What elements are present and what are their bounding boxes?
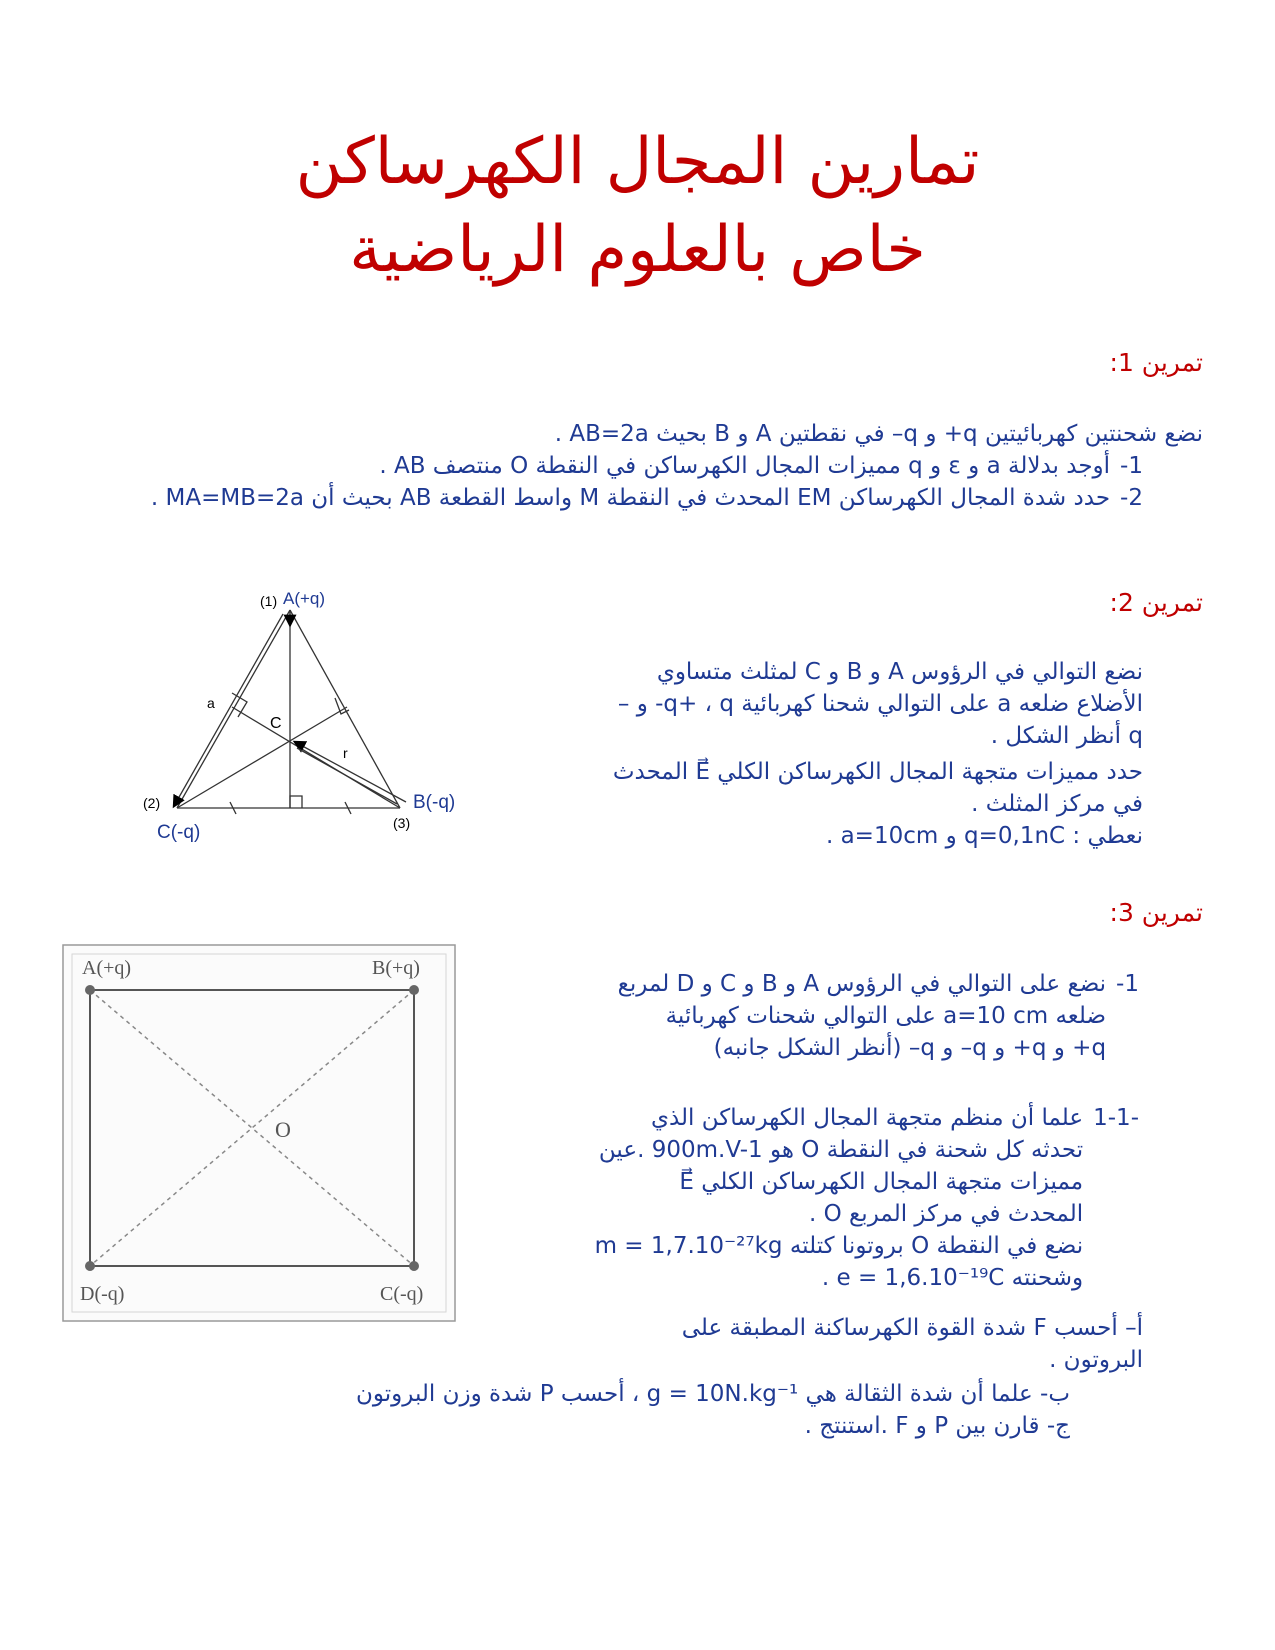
exercise-2-line-6: نعطي : q=0,1nC و a=10cm . bbox=[825, 823, 1143, 849]
label-vertex-d: D(-q) bbox=[80, 1283, 125, 1305]
square-figure bbox=[62, 944, 456, 1322]
question-1-1-line-5: نضع في النقطة O بروتونا كتلته m = 1,7.10⁻²⁷kg bbox=[594, 1233, 1084, 1259]
part-a-line-2: البروتون . bbox=[1049, 1347, 1143, 1373]
question-1-1-line-2: تحدثه كل شحنة في النقطة O هو 900m.V-1 .عين bbox=[598, 1137, 1084, 1163]
exercise-2-line-4: حدد مميزات متجهة المجال الكهرساكن الكلي E⃗ المحدث bbox=[612, 759, 1143, 785]
label-radius-r: r bbox=[343, 745, 348, 761]
label-vertex-a: A(+q) bbox=[283, 589, 326, 608]
charge-point-c bbox=[409, 1261, 419, 1271]
exercise-3-heading: تمرين 3: bbox=[1109, 898, 1203, 927]
median-from-c bbox=[177, 707, 347, 808]
question-1-line-3: q+ و q+ و q– و q– (أنظر الشكل جانبه) bbox=[713, 1035, 1107, 1061]
exercise-3-part-1 bbox=[499, 968, 1139, 1064]
charge-point-b bbox=[409, 985, 419, 995]
triangle-figure bbox=[135, 580, 480, 850]
exercise-1-body bbox=[133, 418, 1203, 514]
charge-point-a bbox=[85, 985, 95, 995]
exercise-2-body bbox=[483, 656, 1143, 852]
question-1-1-line-6: وشحنته e = 1,6.10⁻¹⁹C . bbox=[821, 1265, 1084, 1291]
charge-point-d bbox=[85, 1261, 95, 1271]
exercise-1-intro: نضع شحنتين كهربائيتين q+ و q– في نقطتين A و B بحيث AB=2a . bbox=[554, 421, 1203, 447]
question-text: أوجد بدلالة a و ε و q مميزات المجال الكهرساكن في النقطة O منتصف AB . bbox=[379, 453, 1111, 479]
question-1-1-line-4: المحدث في مركز المربع O . bbox=[809, 1201, 1084, 1227]
page-title-line-1: تمارين المجال الكهرساكن bbox=[295, 125, 980, 199]
figure-frame bbox=[63, 945, 455, 1321]
question-number: 1- bbox=[1120, 453, 1143, 479]
part-c-line: ج- قارن بين P و F .استنتج . bbox=[804, 1413, 1070, 1439]
exercise-1-question-2 bbox=[59, 482, 1143, 514]
label-vertex-number-3: (3) bbox=[393, 815, 411, 831]
right-angle-mark-right bbox=[335, 698, 349, 714]
part-a-line-1: أ– أحسب F شدة القوة الكهرساكنة المطبقة على bbox=[681, 1315, 1143, 1341]
exercise-3-part-1-1 bbox=[459, 1102, 1139, 1294]
exercise-3-question-1-1 bbox=[459, 1102, 1139, 1294]
label-vertex-c: C(-q) bbox=[157, 822, 201, 843]
label-vertex-b: B(+q) bbox=[372, 957, 420, 979]
question-1-1-line-3: مميزات متجهة المجال الكهرساكن الكلي E⃗ bbox=[679, 1169, 1084, 1195]
question-text: حدد شدة المجال الكهرساكن EM المحدث في النقطة M واسط القطعة AB بحيث أن MA=MB=2a . bbox=[150, 485, 1111, 511]
exercise-3-part-a bbox=[443, 1312, 1143, 1376]
page-title-line-2: خاص بالعلوم الرياضية bbox=[349, 213, 926, 287]
question-number: 2- bbox=[1120, 485, 1143, 511]
triangle-side-ac bbox=[177, 610, 290, 808]
right-angle-mark-base bbox=[290, 796, 302, 808]
exercise-2-line-3: q أنظر الشكل . bbox=[990, 723, 1143, 749]
label-vertex-c: C(-q) bbox=[380, 1283, 424, 1305]
question-number: 1- bbox=[1116, 971, 1139, 997]
label-side-a: a bbox=[207, 695, 215, 711]
label-vertex-b: B(-q) bbox=[413, 792, 456, 813]
exercise-2-line-5: في مركز المثلث . bbox=[971, 791, 1143, 817]
question-number: -1-1 bbox=[1093, 1105, 1139, 1131]
label-vertex-number-2: (2) bbox=[143, 795, 161, 811]
exercise-2-heading: تمرين 2: bbox=[1109, 588, 1203, 617]
exercise-3-question-1 bbox=[499, 968, 1139, 1064]
exercise-2-line-1: نضع التوالي في الرؤوس A و B و C لمثلث متساوي bbox=[656, 659, 1143, 685]
label-center: C bbox=[270, 715, 282, 732]
label-center-o: O bbox=[275, 1117, 291, 1142]
exercise-1-question-1 bbox=[133, 450, 1143, 482]
median-from-b bbox=[232, 707, 400, 808]
right-angle-mark-left bbox=[232, 693, 247, 717]
exercise-2-line-2: الأضلاع ضلعه a على التوالي شحنا كهربائية q+ ، q- و – bbox=[617, 691, 1143, 717]
question-1-line-2: ضلعه a=10 cm على التوالي شحنات كهربائية bbox=[665, 1003, 1107, 1029]
label-vertex-number-1: (1) bbox=[260, 593, 278, 609]
exercise-1-heading: تمرين 1: bbox=[1109, 348, 1203, 377]
triangle-side-ab bbox=[290, 610, 400, 808]
question-1-1-line-1: علما أن منظم متجهة المجال الكهرساكن الذي bbox=[650, 1105, 1084, 1131]
label-vertex-a: A(+q) bbox=[82, 957, 132, 979]
exercise-3-part-b-c bbox=[190, 1378, 1070, 1442]
vector-center-to-b bbox=[295, 742, 406, 802]
part-b-line: ب- علما أن شدة الثقالة هي g = 10N.kg⁻¹ ، أحسب P شدة وزن البروتون bbox=[355, 1381, 1070, 1407]
question-1-line-1: نضع على التوالي في الرؤوس A و B و C و D لمربع bbox=[617, 971, 1107, 997]
